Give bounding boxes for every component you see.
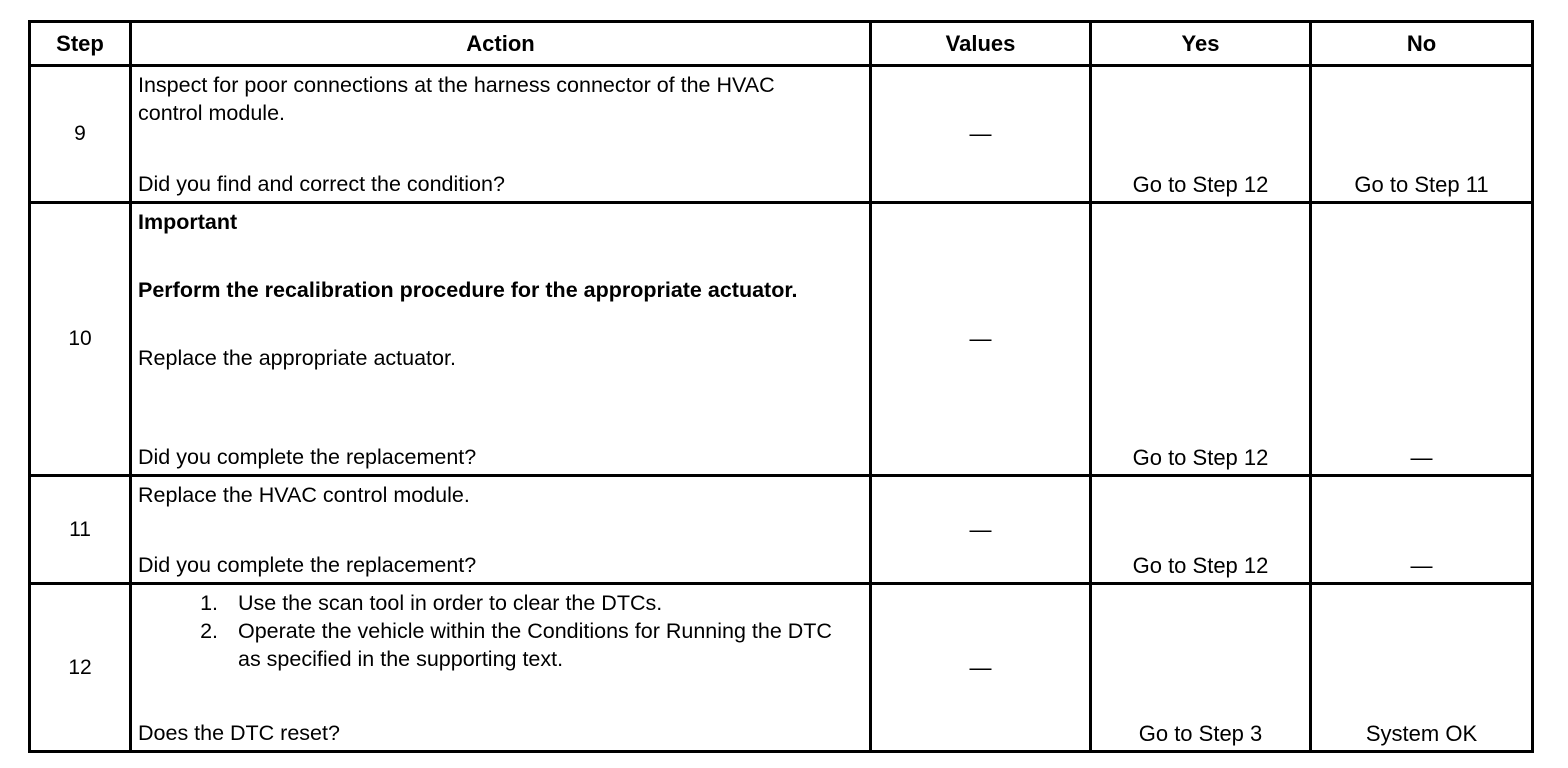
list-number: 2.	[200, 619, 218, 643]
yes-cell: Go to Step 3	[1091, 584, 1311, 752]
list-item	[138, 617, 863, 673]
header-no: No	[1311, 22, 1533, 66]
action-cell	[131, 66, 871, 203]
list-text: Use the scan tool in order to clear the DTCs.	[238, 591, 663, 615]
step-number: 10	[30, 203, 131, 476]
action-question: Did you find and correct the condition?	[138, 172, 505, 196]
table-row	[30, 66, 1533, 203]
list-text: Operate the vehicle within the Conditions for Running the DTC as specified in the supporting text.	[238, 619, 832, 671]
action-cell	[131, 584, 871, 752]
header-action: Action	[131, 22, 871, 66]
action-cell	[131, 476, 871, 584]
action-question: Did you complete the replacement?	[138, 553, 477, 577]
no-cell: —	[1311, 203, 1533, 476]
yes-cell: Go to Step 12	[1091, 203, 1311, 476]
header-values: Values	[871, 22, 1091, 66]
header-row	[30, 22, 1533, 66]
action-text: Replace the appropriate actuator.	[138, 346, 456, 370]
step-number: 12	[30, 584, 131, 752]
header-step: Step	[30, 22, 131, 66]
values-cell: —	[871, 476, 1091, 584]
action-text: Replace the HVAC control module.	[138, 483, 470, 507]
step-number: 11	[30, 476, 131, 584]
table-row	[30, 584, 1533, 752]
yes-cell: Go to Step 12	[1091, 66, 1311, 203]
yes-cell: Go to Step 12	[1091, 476, 1311, 584]
action-text: Inspect for poor connections at the harness connector of the HVAC control module.	[138, 73, 775, 125]
step-number: 9	[30, 66, 131, 203]
action-cell	[131, 203, 871, 476]
no-cell: System OK	[1311, 584, 1533, 752]
diagnostic-table	[28, 20, 1534, 753]
important-label: Important	[138, 210, 238, 234]
values-cell: —	[871, 66, 1091, 203]
list-number: 1.	[200, 591, 218, 615]
header-yes: Yes	[1091, 22, 1311, 66]
procedure-list	[138, 589, 863, 673]
no-cell: Go to Step 11	[1311, 66, 1533, 203]
action-question: Did you complete the replacement?	[138, 445, 477, 469]
values-cell: —	[871, 203, 1091, 476]
table-row	[30, 203, 1533, 476]
values-cell: —	[871, 584, 1091, 752]
important-text: Perform the recalibration procedure for the appropriate actuator.	[138, 278, 798, 302]
action-question: Does the DTC reset?	[138, 721, 340, 745]
list-item	[138, 589, 863, 617]
no-cell: —	[1311, 476, 1533, 584]
table-row	[30, 476, 1533, 584]
